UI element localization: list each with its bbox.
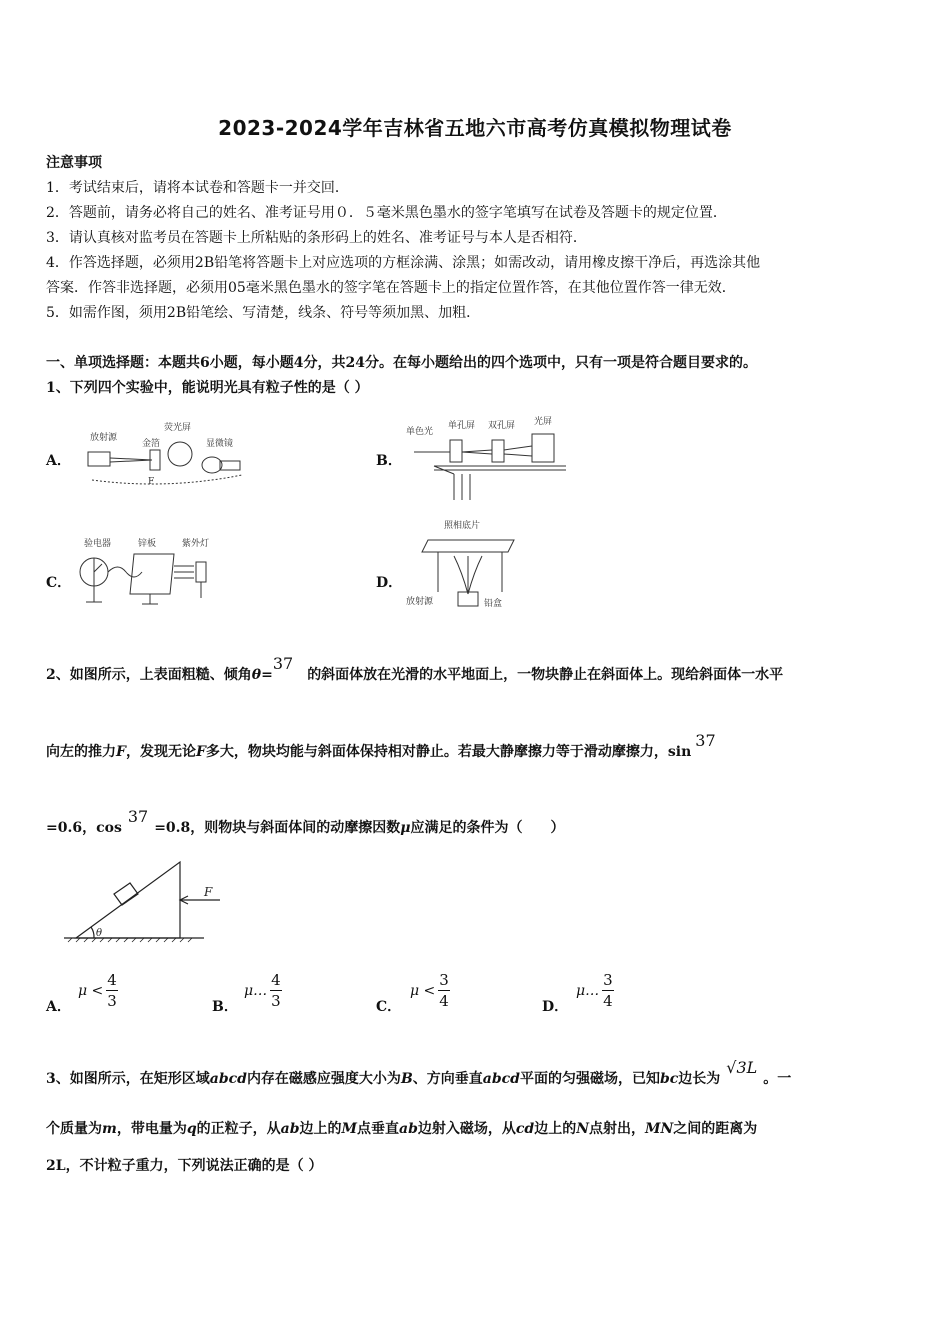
fig-label: 照相底片 xyxy=(444,521,481,531)
q2-option-b-math: μ… $\frac{4}{3}$ xyxy=(244,971,281,1010)
fig-label: 放射源 xyxy=(90,433,118,443)
q1-figure-c xyxy=(74,532,234,612)
notice-item: 1．考试结束后，请将本试卷和答题卡一并交回． xyxy=(46,180,349,196)
fig-label: 锌板 xyxy=(138,539,157,549)
fig-label: F xyxy=(148,477,155,487)
notice-item: 2．答题前，请务必将自己的姓名、准考证号用０．５毫米黑色墨水的签字笔填写在试卷及答题卡的规定位置． xyxy=(46,205,727,221)
fig-label: 光屏 xyxy=(534,417,553,427)
q2-option-a-math: μ < $\frac{4}{3}$ xyxy=(78,971,117,1010)
q3-stem-line2: 个质量为m，带电量为q的正粒子，从ab边上的M点垂直ab边射入磁场，从cd边上的N点射出，MN之间的距离为 xyxy=(46,1121,758,1137)
q3-stem-line3: 2L，不计粒子重力，下列说法正确的是（ ） xyxy=(46,1158,323,1174)
fig-label: 铅盒 xyxy=(484,599,503,609)
fig-label: 显微镜 xyxy=(206,439,234,449)
q1-option-a-label: A． xyxy=(46,453,71,469)
fig-label: 荧光屏 xyxy=(164,423,192,433)
q2-stem-line2: 向左的推力F，发现无论F多大，物块均能与斜面体保持相对静止。若最大静摩擦力等于滑动摩擦力，sin37 xyxy=(46,731,716,760)
fig-label: 验电器 xyxy=(84,539,112,549)
q1-stem: 1、下列四个实验中，能说明光具有粒子性的是（ ） xyxy=(46,380,369,396)
page-title: 2023-2024学年吉林省五地六市高考仿真模拟物理试卷 xyxy=(218,116,732,140)
fig-label: 单色光 xyxy=(406,427,434,437)
q1-figure-a xyxy=(82,420,252,490)
section-heading: 一、单项选择题：本题共6小题，每小题4分，共24分。在每小题给出的四个选项中，只有一项是符合题目要求的。 xyxy=(46,355,757,371)
q1-figure-d xyxy=(404,516,534,610)
q1-option-c-label: C． xyxy=(46,575,72,591)
q1-option-d-label: D． xyxy=(376,575,403,591)
q1-figure-b xyxy=(404,414,574,504)
q3-stem-line1: 3、如图所示，在矩形区域abcd内存在磁感应强度大小为B、方向垂直abcd平面的匀强磁场，已知bc边长为√3L。一 xyxy=(46,1058,792,1087)
q2-option-b-label: B． xyxy=(212,999,238,1015)
fig-label: 放射源 xyxy=(406,597,434,607)
fig-label: 紫外灯 xyxy=(182,539,210,549)
notice-heading: 注意事项 xyxy=(46,155,102,171)
force-label: F xyxy=(204,885,213,899)
notice-item: 4．作答选择题，必须用2B铅笔将答题卡上对应选项的方框涂满、涂黑；如需改动，请用橡皮擦干净后，再选涂其他 xyxy=(46,255,761,271)
q2-option-c-math: μ < $\frac{3}{4}$ xyxy=(410,971,449,1010)
notice-item: 3．请认真核对监考员在答题卡上所粘贴的条形码上的姓名、准考证号与本人是否相符． xyxy=(46,230,587,246)
notice-item: 答案．作答非选择题，必须用05毫米黑色墨水的签字笔在答题卡上的指定位置作答，在其他位置作答一律无效． xyxy=(46,280,736,296)
q2-option-a-label: A． xyxy=(46,999,71,1015)
angle-label: θ xyxy=(96,928,103,939)
fig-label: 双孔屏 xyxy=(488,421,516,431)
notice-item: 5．如需作图，须用2B铅笔绘、写清楚，线条、符号等须加黑、加粗． xyxy=(46,305,481,321)
q2-stem-line3: =0.6，cos37=0.8，则物块与斜面体间的动摩擦因数μ应满足的条件为（ ） xyxy=(46,807,565,836)
q1-option-b-label: B． xyxy=(376,453,402,469)
fig-label: 金箔 xyxy=(142,439,161,449)
q2-option-d-math: μ… $\frac{3}{4}$ xyxy=(576,971,613,1010)
fig-label: 单孔屏 xyxy=(448,421,476,431)
q2-option-d-label: D． xyxy=(542,999,569,1015)
q2-figure-incline xyxy=(64,856,234,948)
q2-stem-line1: 2、如图所示，上表面粗糙、倾角θ=37的斜面体放在光滑的水平地面上，一物块静止在斜面体上。现给斜面体一水平 xyxy=(46,654,784,683)
q2-option-c-label: C． xyxy=(376,999,402,1015)
